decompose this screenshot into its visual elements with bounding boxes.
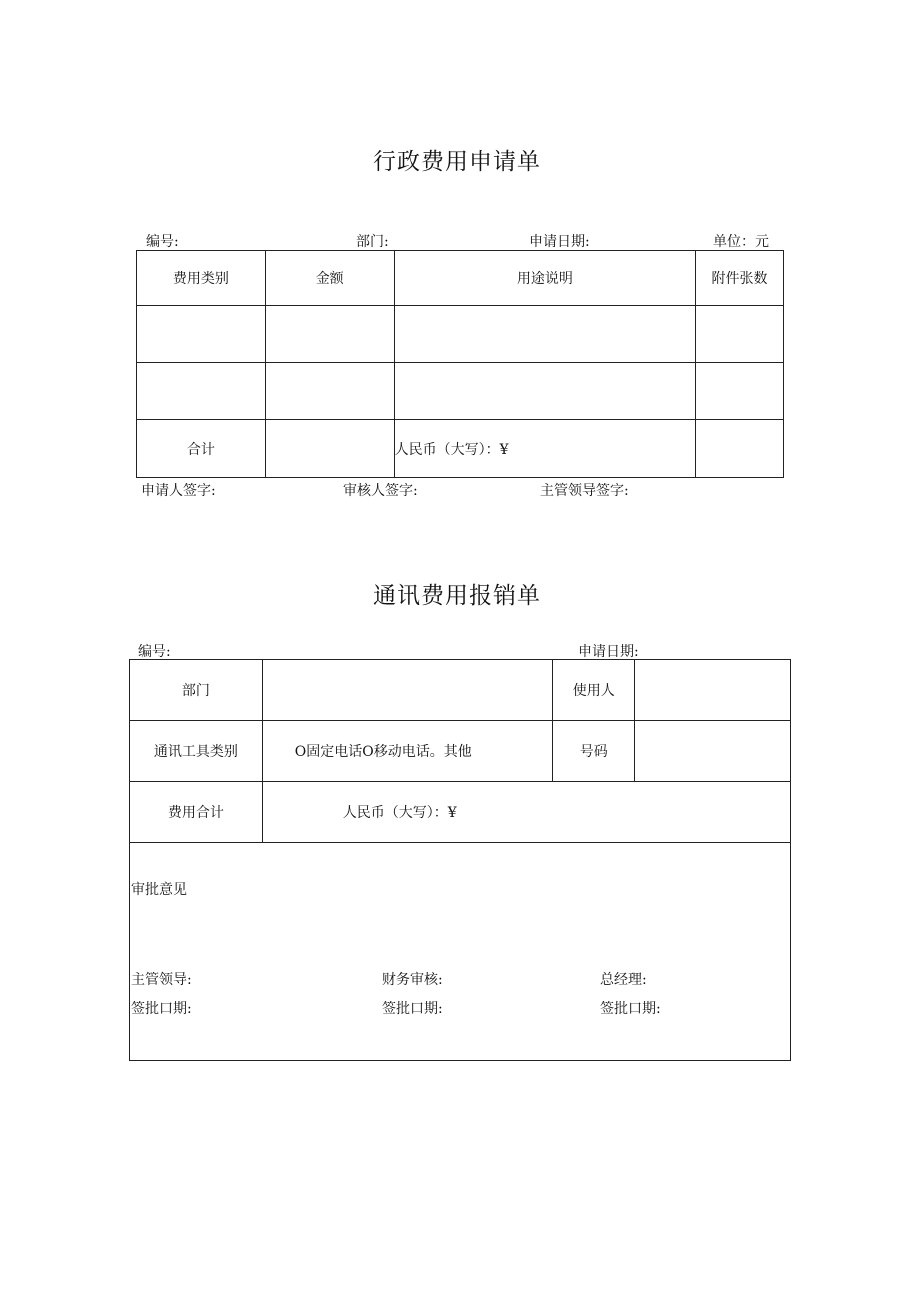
phone-number-label: 号码	[553, 721, 635, 782]
form1-date-label: 申请日期:	[529, 234, 590, 250]
total-row	[137, 420, 784, 478]
rmb-uppercase-field[interactable]: 人民币（大写）：¥	[262, 782, 790, 843]
sign-date-label: 签批口期:	[600, 1001, 661, 1017]
form1-unit-label: 单位：元	[713, 234, 769, 250]
tool-type-options[interactable]: O固定电话O移动电话。其他	[262, 721, 553, 782]
form1-dept-label: 部门:	[356, 234, 389, 250]
header-purpose: 用途说明	[394, 251, 696, 306]
tool-type-label: 通讯工具类别	[130, 721, 263, 782]
form2-number-label: 编号:	[138, 644, 171, 660]
header-expense-category: 费用类别	[137, 251, 266, 306]
form1-table	[136, 250, 784, 478]
form1-title: 行政费用申请单	[373, 149, 541, 175]
general-manager-label: 总经理:	[600, 972, 647, 988]
supervisor-label: 主管领导:	[131, 972, 192, 988]
total-expense-label: 费用合计	[130, 782, 263, 843]
total-attachments-cell[interactable]	[696, 420, 784, 478]
rmb-uppercase-field[interactable]: 人民币（大写）：¥	[394, 420, 696, 478]
table-row	[137, 363, 784, 420]
form1-number-label: 编号:	[146, 234, 179, 250]
finance-review-label: 财务审核:	[382, 972, 443, 988]
category-cell[interactable]	[137, 363, 266, 420]
approval-label: 审批意见	[131, 882, 187, 898]
form2-date-label: 申请日期:	[578, 644, 639, 660]
header-attachments: 附件张数	[696, 251, 784, 306]
supervisor-signature-label: 主管领导签字:	[540, 483, 629, 499]
sign-date-label: 签批口期:	[382, 1001, 443, 1017]
table-row	[137, 306, 784, 363]
applicant-signature-label: 申请人签字:	[141, 483, 216, 499]
total-amount-cell[interactable]	[265, 420, 394, 478]
attachments-cell[interactable]	[696, 306, 784, 363]
form2-table	[129, 659, 791, 1061]
amount-cell[interactable]	[265, 363, 394, 420]
dept-field[interactable]	[262, 660, 553, 721]
attachments-cell[interactable]	[696, 363, 784, 420]
form2-title: 通讯费用报销单	[373, 583, 541, 609]
phone-number-field[interactable]	[635, 721, 791, 782]
approval-section	[130, 843, 791, 1061]
user-field[interactable]	[635, 660, 791, 721]
category-cell[interactable]	[137, 306, 266, 363]
sign-date-label: 签批口期:	[131, 1001, 192, 1017]
total-label: 合计	[137, 420, 266, 478]
header-amount: 金额	[265, 251, 394, 306]
user-label: 使用人	[553, 660, 635, 721]
amount-cell[interactable]	[265, 306, 394, 363]
reviewer-signature-label: 审核人签字:	[343, 483, 418, 499]
purpose-cell[interactable]	[394, 363, 696, 420]
dept-label: 部门	[130, 660, 263, 721]
purpose-cell[interactable]	[394, 306, 696, 363]
